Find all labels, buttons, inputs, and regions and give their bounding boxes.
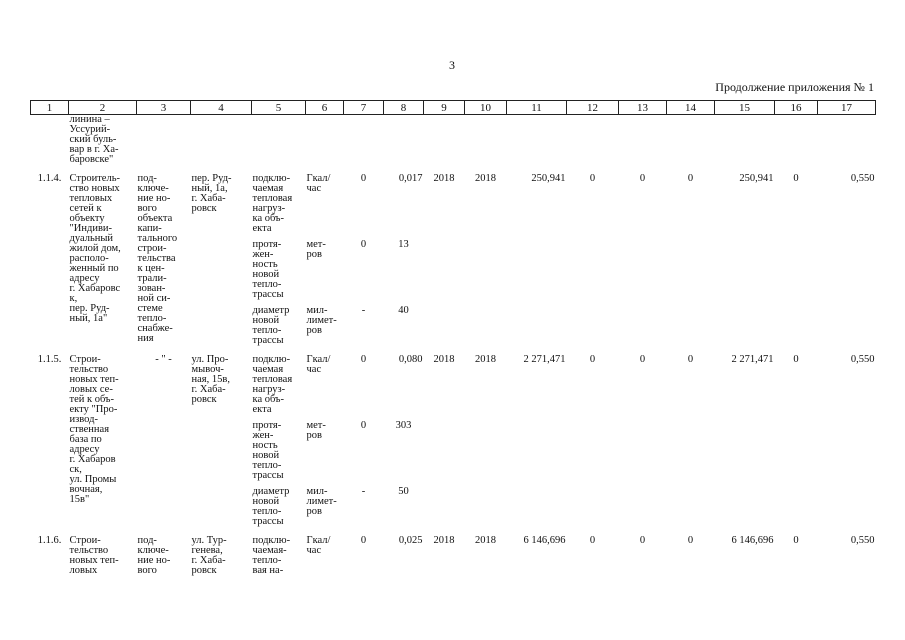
cell-c9: 2018 — [433, 173, 455, 184]
cell-c7: - — [361, 305, 366, 316]
parameter-name: подклю- чаемая- тепло- вая на- — [252, 535, 291, 576]
cell-c8: 50 — [398, 486, 409, 497]
column-header: 2 — [69, 101, 137, 115]
column-header: 7 — [344, 101, 384, 115]
parameter-name: протя- жен- ность новой тепло- трассы — [252, 420, 284, 481]
column-header: 14 — [667, 101, 715, 115]
column-header: 3 — [137, 101, 191, 115]
column-header: 5 — [252, 101, 306, 115]
parameter-unit: мет- ров — [306, 239, 326, 260]
project-reason: под- ключе- ние но- вого объекта капи- тального строи- тельства к цен- трали- зован- ной си- стеме тепло- снабже- ния — [137, 173, 178, 344]
column-header: 1 — [31, 101, 69, 115]
cell-c12: 0 — [589, 535, 596, 546]
table-row — [31, 174, 876, 240]
parameter-unit: Гкал/ час — [306, 354, 331, 375]
column-header: 17 — [818, 101, 876, 115]
cell-c13: 0 — [639, 535, 646, 546]
cell-c7: 0 — [360, 420, 367, 431]
parameter-unit: мил- лимет- ров — [306, 305, 337, 336]
cell-c12: 0 — [589, 354, 596, 365]
cell-c17: 0,550 — [850, 535, 875, 546]
cell-c11: 6 146,696 — [523, 535, 566, 546]
table-row — [31, 536, 876, 576]
cell-c7: 0 — [360, 354, 367, 365]
cell-c15: 6 146,696 — [731, 535, 774, 546]
cell-c7: 0 — [360, 173, 367, 184]
column-header: 6 — [306, 101, 344, 115]
cell-c10: 2018 — [475, 173, 496, 184]
cell-c15: 2 271,471 — [731, 354, 774, 365]
column-header: 12 — [567, 101, 619, 115]
cell-c16: 0 — [793, 535, 799, 546]
column-header: 10 — [465, 101, 507, 115]
parameter-unit: Гкал/ час — [306, 173, 331, 194]
continued-project-name: линина – Уссурий- ский буль- вар в г. Ха- баровске" — [69, 114, 119, 165]
parameter-name: протя- жен- ность новой тепло- трассы — [252, 239, 284, 300]
parameter-name: диаметр новой тепло- трассы — [252, 486, 290, 527]
column-header: 15 — [715, 101, 775, 115]
project-reason: под- ключе- ние но- вого — [137, 535, 171, 576]
cell-c11: 2 271,471 — [523, 354, 566, 365]
page-number: 3 — [449, 58, 455, 72]
cell-c7: - — [361, 486, 366, 497]
project-address: ул. Про- мывоч- ная, 15в, г. Хаба- ровск — [191, 354, 230, 405]
investment-program-table — [30, 100, 876, 576]
column-header: 16 — [775, 101, 818, 115]
cell-c17: 0,550 — [850, 173, 875, 184]
cell-c15: 250,941 — [739, 173, 774, 184]
cell-c9: 2018 — [433, 354, 455, 365]
cell-c16: 0 — [793, 173, 799, 184]
column-header: 9 — [424, 101, 465, 115]
cell-c7: 0 — [360, 239, 367, 250]
table-header-row — [31, 101, 876, 115]
cell-c8: 0,080 — [398, 354, 423, 365]
column-header: 8 — [384, 101, 424, 115]
cell-c12: 0 — [589, 173, 596, 184]
cell-c14: 0 — [687, 354, 694, 365]
project-address: ул. Тур- генева, г. Хаба- ровск — [191, 535, 227, 576]
cell-c8: 0,017 — [398, 173, 423, 184]
cell-c8: 13 — [398, 239, 409, 250]
column-header: 13 — [619, 101, 667, 115]
row-number: 1.1.4. — [37, 173, 62, 184]
project-name: Строитель- ство новых тепловых сетей к объекту "Индиви- дуальный жилой дом, располо- женный по адресу г. Хабаровс к, пер. Руд- ный, 1а" — [69, 173, 121, 324]
project-name: Строи- тельство новых теп- ловых се- тей к объ- екту "Про- извод- ственная база по адресу г. Хабаров ск, ул. Промы вочная, 15в" — [69, 354, 119, 505]
parameter-name: диаметр новой тепло- трассы — [252, 305, 290, 346]
column-header: 11 — [507, 101, 567, 115]
parameter-unit: Гкал/ час — [306, 535, 331, 556]
appendix-continuation-note: Продолжение приложения № 1 — [715, 80, 874, 94]
cell-c8: 303 — [395, 420, 412, 431]
project-address: пер. Руд- ный, 1а, г. Хаба- ровск — [191, 173, 232, 214]
cell-c11: 250,941 — [531, 173, 566, 184]
cell-c8: 0,025 — [398, 535, 423, 546]
column-header: 4 — [191, 101, 252, 115]
cell-c9: 2018 — [433, 535, 455, 546]
cell-c7: 0 — [360, 535, 367, 546]
project-reason: - " - — [155, 354, 172, 365]
cell-c8: 40 — [398, 305, 409, 316]
cell-c10: 2018 — [475, 354, 496, 365]
cell-c14: 0 — [687, 173, 694, 184]
cell-c16: 0 — [793, 354, 799, 365]
cell-c13: 0 — [639, 354, 646, 365]
cell-c17: 0,550 — [850, 354, 875, 365]
parameter-name: подклю- чаемая тепловая нагруз- ка объ- екта — [252, 173, 293, 234]
table-row — [31, 355, 876, 421]
row-number: 1.1.6. — [37, 535, 62, 546]
project-name: Строи- тельство новых теп- ловых — [69, 535, 119, 576]
parameter-name: подклю- чаемая тепловая нагруз- ка объ- екта — [252, 354, 293, 415]
parameter-unit: мил- лимет- ров — [306, 486, 337, 517]
row-number: 1.1.5. — [37, 354, 62, 365]
cell-c14: 0 — [687, 535, 694, 546]
continuation-row — [31, 115, 876, 166]
cell-c13: 0 — [639, 173, 646, 184]
parameter-unit: мет- ров — [306, 420, 326, 441]
cell-c10: 2018 — [475, 535, 496, 546]
